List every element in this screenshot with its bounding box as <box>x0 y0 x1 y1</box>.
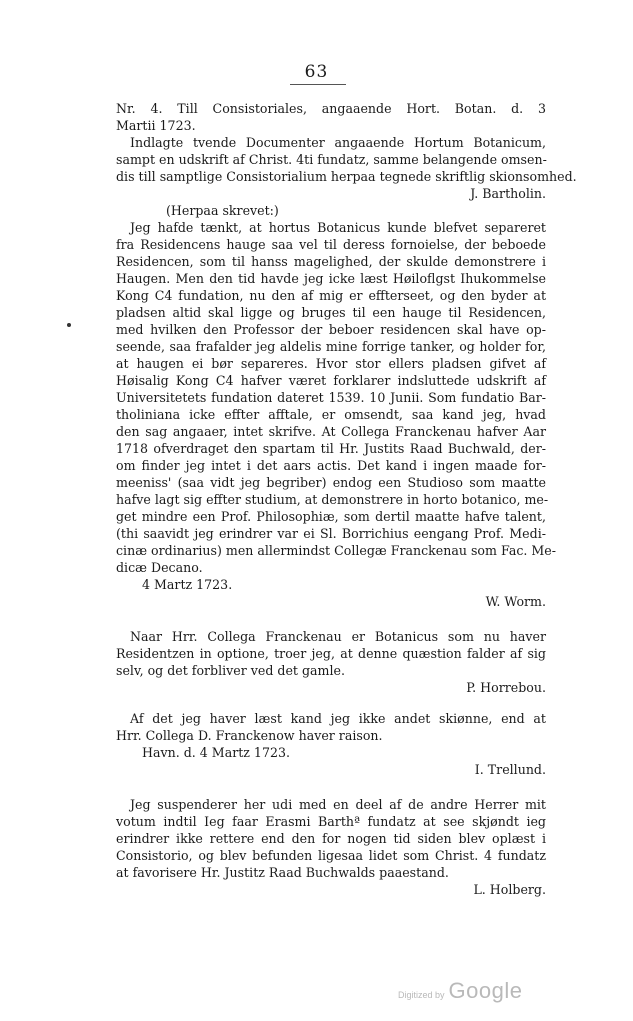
letter-2 <box>116 202 557 610</box>
signature: W. Worm. <box>485 594 546 609</box>
text-line: votum indtil Ieg faar Erasmi Barthª fundatz at see skjøndt ieg <box>116 814 546 829</box>
text-line: Af det jeg haver læst kand jeg ikke andet skiønne, end at <box>130 711 546 726</box>
text-line: seende, saa frafalder jeg aldelis mine forrige tanker, og holder for, <box>116 339 546 354</box>
text-line: hafve lagt sig effter studium, at demonstrere in horto botanico, me- <box>116 492 549 507</box>
page-number: 63 <box>304 62 329 82</box>
letter-3 <box>116 628 546 696</box>
text-line: dis till samptlige Consistorialium herpaa tegnede skriftlig skionsomhed. <box>116 169 577 184</box>
letter-heading-line: Nr. 4. Till Consistoriales, angaaende Hort. Botan. d. 3 <box>116 101 546 116</box>
text-line: selv, og det forbliver ved det gamle. <box>116 663 345 678</box>
margin-mark <box>67 323 71 327</box>
text-line: Jeg suspenderer her udi med en deel af de andre Herrer mit <box>130 797 546 812</box>
text-line: tholiniana icke effter afftale, er omsendt, saa kand jeg, hvad <box>116 407 546 422</box>
letter-date: 4 Martz 1723. <box>142 577 233 592</box>
text-line: Residentzen in optione, troer jeg, at denne quæstion falder af sig <box>116 646 546 661</box>
text-line: sampt en udskrift af Christ. 4ti fundatz, samme belangende omsen- <box>116 152 547 167</box>
text-line: dicæ Decano. <box>116 560 203 575</box>
letter-5 <box>116 796 546 898</box>
text-line: Naar Hrr. Collega Franckenau er Botanicus som nu haver <box>130 629 546 644</box>
text-line: erindrer ikke rettere end den for nogen tid siden blev oplæst i <box>116 831 546 846</box>
letter-1 <box>116 100 577 202</box>
signature: J. Bartholin. <box>470 186 546 201</box>
signature: P. Horrebou. <box>466 680 546 695</box>
text-line: Consistorio, og blev befunden ligesaa lidet som Christ. 4 fundatz <box>116 848 546 863</box>
text-line: fra Residencens hauge saa vel til deress fornoielse, der beboede <box>116 237 546 252</box>
text-line: at favorisere Hr. Justitz Raad Buchwalds paaestand. <box>116 865 449 880</box>
text-line: 1718 ofverdraget den spartam til Hr. Justits Raad Buchwald, der- <box>116 441 546 456</box>
text-line: om finder jeg intet i det aars actis. Det kand i ingen maade for- <box>116 458 546 473</box>
text-line: (thi saavidt jeg erindrer var ei Sl. Borrichius eengang Prof. Medi- <box>116 526 546 541</box>
text-line: Hrr. Collega D. Franckenow haver raison. <box>116 728 383 743</box>
letter-heading-line: Martii 1723. <box>116 118 196 133</box>
text-line: pladsen altid skal ligge og bruges til een hauge til Residencen, <box>116 305 546 320</box>
text-line: get mindre een Prof. Philosophiæ, som dertil maatte hafve talent, <box>116 509 546 524</box>
text-line: Indlagte tvende Documenter angaaende Hortum Botanicum, <box>130 135 546 150</box>
google-logo: Google <box>448 978 523 1003</box>
text-line: cinæ ordinarius) men allermindst Collegæ Franckenau som Fac. Me- <box>116 543 557 558</box>
text-line: den sag angaaer, intet skrifve. At Collega Franckenau hafver Aar <box>116 424 546 439</box>
text-line: at haugen ei bør separeres. Hvor stor ellers pladsen gifvet af <box>116 356 546 371</box>
google-watermark <box>398 978 522 1004</box>
letter-4 <box>116 710 546 778</box>
text-line: meeniss' (saa vidt jeg begriber) endog een Studioso som maatte <box>116 475 546 490</box>
letter-date: Havn. d. 4 Martz 1723. <box>142 745 290 760</box>
text-line: Jeg hafde tænkt, at hortus Botanicus kunde blefvet separeret <box>130 220 546 235</box>
text-line: med hvilken den Professor der beboer residencen skal have op- <box>116 322 546 337</box>
page-number-rule <box>290 84 346 85</box>
text-line: Residencen, som til hanss magelighed, der skulde demonstrere i <box>116 254 546 269</box>
text-line: Haugen. Men den tid havde jeg icke læst Høiloflgst Ihukommelse <box>116 271 546 286</box>
text-line: Kong C4 fundation, nu den af mig er effterseet, og den byder at <box>116 288 546 303</box>
text-line: Høisalig Kong C4 hafver været forklarer indsluttede udskrift af <box>116 373 546 388</box>
page-body <box>116 100 577 898</box>
text-line: Universitetets fundation dateret 1539. 10 Junii. Som fundatio Bar- <box>116 390 546 405</box>
signature: L. Holberg. <box>473 882 546 897</box>
signature: I. Trellund. <box>474 762 546 777</box>
watermark-prefix: Digitized by <box>398 990 445 1000</box>
section-heading: (Herpaa skrevet:) <box>166 203 279 218</box>
